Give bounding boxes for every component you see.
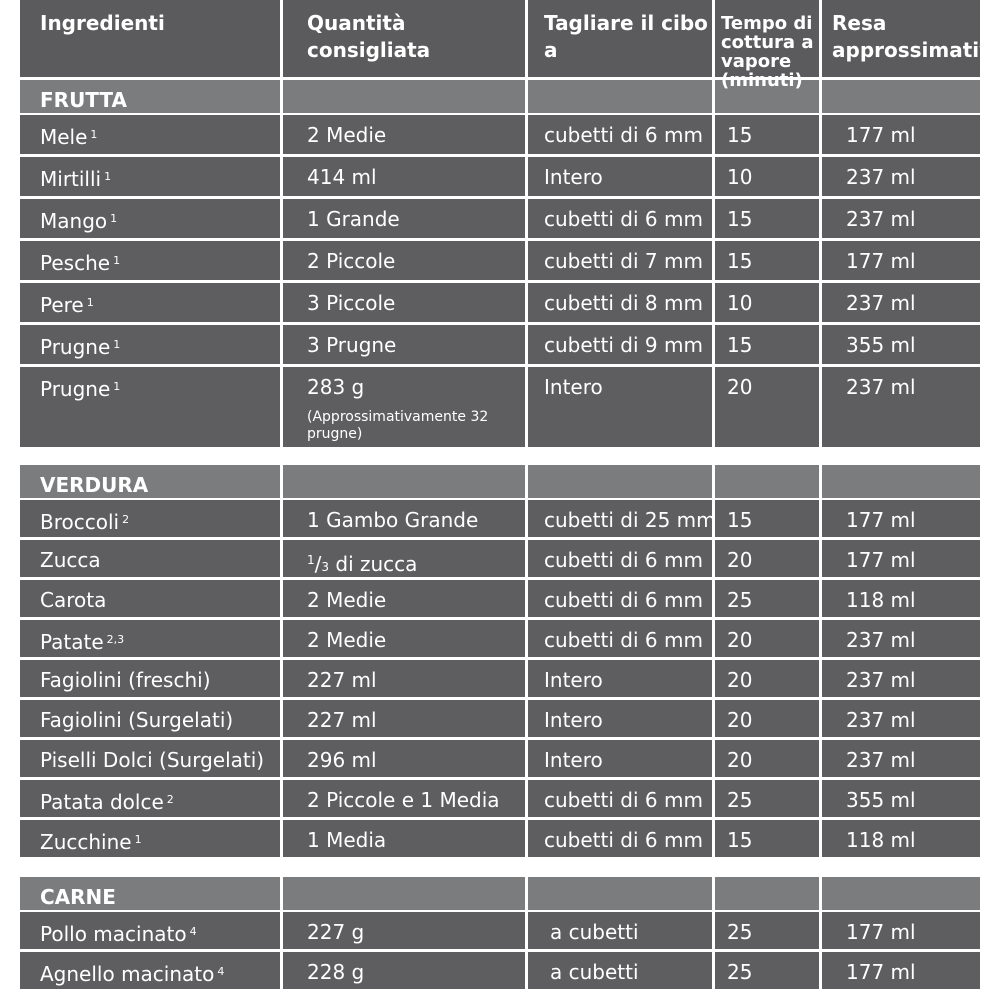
section-row-carne xyxy=(20,877,980,910)
yield-cell: 237 ml xyxy=(846,165,916,189)
cut-cell: cubetti di 25 mm xyxy=(528,500,715,537)
table-row xyxy=(20,325,980,364)
yield-cell: 237 ml xyxy=(846,628,916,652)
ingredient-cell xyxy=(20,580,283,617)
section-empty-cell xyxy=(715,877,822,910)
table-row xyxy=(20,780,980,817)
time-cell: 10 xyxy=(715,157,822,196)
table-row xyxy=(20,660,980,697)
ingredient-name: Pesche xyxy=(40,251,111,275)
yield-cell: 237 ml xyxy=(846,375,916,399)
time-cell: 15 xyxy=(715,500,822,537)
footnote-marker: 1 xyxy=(113,380,121,393)
ingredient-cell xyxy=(20,500,283,537)
table-row xyxy=(20,740,980,777)
quantity-value: 227 ml xyxy=(307,668,377,692)
yield-cell: 237 ml xyxy=(846,708,916,732)
yield-cell: 177 ml xyxy=(846,249,916,273)
quantity-value: 2 Medie xyxy=(307,588,387,612)
yield-cell: 177 ml xyxy=(846,960,916,984)
ingredient-cell xyxy=(20,820,283,857)
quantity-cell xyxy=(283,325,528,364)
quantity-cell xyxy=(283,952,528,989)
ingredient-name: Broccoli xyxy=(40,510,120,534)
yield-cell: 177 ml xyxy=(846,508,916,532)
table-row xyxy=(20,820,980,857)
time-cell: 25 xyxy=(715,780,822,817)
yield-cell: 355 ml xyxy=(846,333,916,357)
quantity-value: 1 Grande xyxy=(307,207,400,231)
yield-cell: 237 ml xyxy=(846,207,916,231)
time-cell: 25 xyxy=(715,912,822,949)
quantity-fraction xyxy=(307,552,329,576)
section-empty-cell xyxy=(528,465,715,498)
section-empty-cell xyxy=(283,877,528,910)
cut-cell: cubetti di 6 mm xyxy=(528,540,715,577)
ingredient-cell xyxy=(20,660,283,697)
time-cell: 25 xyxy=(715,952,822,989)
time-cell: 20 xyxy=(715,740,822,777)
quantity-cell xyxy=(283,780,528,817)
section-row-frutta xyxy=(20,80,980,113)
quantity-cell xyxy=(283,283,528,322)
quantity-cell xyxy=(283,199,528,238)
ingredient-name: Mele xyxy=(40,125,88,149)
table-row xyxy=(20,157,980,196)
table-row xyxy=(20,241,980,280)
footnote-marker: 4 xyxy=(217,965,225,978)
yield-cell: 118 ml xyxy=(846,588,916,612)
cut-cell: Intero xyxy=(528,740,715,777)
time-cell: 15 xyxy=(715,820,822,857)
footnote-marker: 1 xyxy=(113,338,121,351)
quantity-rest: di zucca xyxy=(329,552,418,576)
header-resa: Resa approssimativa xyxy=(832,11,1006,62)
ingredient-name: Agnello macinato xyxy=(40,962,215,986)
cut-cell: cubetti di 6 mm xyxy=(528,115,715,154)
time-cell: 15 xyxy=(715,325,822,364)
table-row xyxy=(20,367,980,447)
quantity-cell xyxy=(283,580,528,617)
ingredient-cell xyxy=(20,199,283,238)
cut-cell: a cubetti xyxy=(528,912,715,949)
ingredient-name: Prugne xyxy=(40,335,111,359)
ingredient-cell xyxy=(20,700,283,737)
ingredient-name: Patata dolce xyxy=(40,790,164,814)
ingredient-name: Pollo macinato xyxy=(40,922,187,946)
quantity-value: 2 Piccole e 1 Media xyxy=(307,788,500,812)
yield-cell: 237 ml xyxy=(846,748,916,772)
ingredient-cell xyxy=(20,115,283,154)
footnote-marker: 1 xyxy=(86,296,94,309)
table-row xyxy=(20,540,980,577)
header-tagliare: Tagliare il cibo a xyxy=(528,0,715,77)
time-cell: 10 xyxy=(715,283,822,322)
ingredient-cell xyxy=(20,740,283,777)
header-ingredienti: Ingredienti xyxy=(20,0,283,77)
fraction-slash: / xyxy=(314,552,322,576)
quantity-cell xyxy=(283,820,528,857)
quantity-value: 2 Medie xyxy=(307,628,387,652)
quantity-cell xyxy=(283,157,528,196)
section-empty-cell xyxy=(822,877,980,910)
section-empty-cell xyxy=(822,465,980,498)
quantity-value: 3 Piccole xyxy=(307,291,396,315)
quantity-value: 414 ml xyxy=(307,165,377,189)
quantity-cell xyxy=(283,241,528,280)
ingredient-name: Zucchine xyxy=(40,830,132,854)
quantity-value: 296 ml xyxy=(307,748,377,772)
ingredient-cell xyxy=(20,241,283,280)
section-empty-cell xyxy=(822,80,980,113)
quantity-cell xyxy=(283,740,528,777)
ingredient-cell xyxy=(20,540,283,577)
cut-cell: Intero xyxy=(528,660,715,697)
ingredient-name: Patate xyxy=(40,630,104,654)
ingredient-name: Piselli Dolci (Surgelati) xyxy=(40,748,265,772)
quantity-cell xyxy=(283,367,528,447)
footnote-marker: 2 xyxy=(166,793,174,806)
footnote-marker: 4 xyxy=(189,925,197,938)
section-empty-cell xyxy=(283,80,528,113)
cut-cell: cubetti di 6 mm xyxy=(528,780,715,817)
section-empty-cell xyxy=(715,465,822,498)
quantity-value: 227 g xyxy=(307,920,365,944)
quantity-value: 227 ml xyxy=(307,708,377,732)
time-cell: 20 xyxy=(715,367,822,447)
footnote-marker: 1 xyxy=(113,254,121,267)
yield-cell: 177 ml xyxy=(846,123,916,147)
footnote-marker: 2 xyxy=(122,513,130,526)
cut-cell: cubetti di 8 mm xyxy=(528,283,715,322)
yield-cell: 237 ml xyxy=(846,668,916,692)
cut-cell: Intero xyxy=(528,157,715,196)
quantity-cell xyxy=(283,700,528,737)
time-cell: 20 xyxy=(715,660,822,697)
footnote-marker: 2,3 xyxy=(106,633,125,646)
table-row xyxy=(20,580,980,617)
yield-cell: 177 ml xyxy=(846,548,916,572)
table-header-row xyxy=(20,0,1006,91)
ingredient-name: Mirtilli xyxy=(40,167,102,191)
header-tempo: Tempo di cottura a vapore (minuti) xyxy=(715,0,822,77)
cut-cell: cubetti di 6 mm xyxy=(528,580,715,617)
footnote-marker: 1 xyxy=(104,170,112,183)
quantity-cell xyxy=(283,115,528,154)
table-row xyxy=(20,952,980,989)
table-row xyxy=(20,700,980,737)
cut-cell: Intero xyxy=(528,700,715,737)
yield-cell: 237 ml xyxy=(846,291,916,315)
ingredient-name: Fagiolini (freschi) xyxy=(40,668,211,692)
yield-cell: 118 ml xyxy=(846,828,916,852)
cut-cell: a cubetti xyxy=(528,952,715,989)
quantity-cell xyxy=(283,500,528,537)
ingredient-name: Zucca xyxy=(40,548,101,572)
table-row xyxy=(20,199,980,238)
quantity-value: 283 g xyxy=(307,375,365,399)
section-title: FRUTTA xyxy=(20,80,283,113)
table-row xyxy=(20,115,980,154)
quantity-value: 1 Gambo Grande xyxy=(307,508,479,532)
ingredient-name: Fagiolini (Surgelati) xyxy=(40,708,234,732)
header-quantita: Quantità consigliata xyxy=(283,0,528,77)
time-cell: 20 xyxy=(715,540,822,577)
cut-cell: cubetti di 7 mm xyxy=(528,241,715,280)
quantity-cell xyxy=(283,912,528,949)
fraction-numerator: 1 xyxy=(307,553,315,567)
time-cell: 15 xyxy=(715,115,822,154)
ingredient-cell xyxy=(20,780,283,817)
section-empty-cell xyxy=(283,465,528,498)
ingredient-cell xyxy=(20,157,283,196)
table-row xyxy=(20,912,980,949)
section-empty-cell xyxy=(528,80,715,113)
quantity-cell xyxy=(283,660,528,697)
cut-cell: cubetti di 6 mm xyxy=(528,820,715,857)
quantity-note: (Approssimativamente 32 prugne) xyxy=(307,409,489,442)
section-empty-cell xyxy=(528,877,715,910)
cut-cell: cubetti di 9 mm xyxy=(528,325,715,364)
table-row xyxy=(20,620,980,657)
time-cell: 20 xyxy=(715,700,822,737)
cut-cell: cubetti di 6 mm xyxy=(528,620,715,657)
footnote-marker: 1 xyxy=(134,833,142,846)
footnote-marker: 1 xyxy=(90,128,98,141)
cut-cell: Intero xyxy=(528,367,715,447)
yield-cell: 355 ml xyxy=(846,788,916,812)
time-cell: 20 xyxy=(715,620,822,657)
ingredient-cell xyxy=(20,912,283,949)
yield-cell: 177 ml xyxy=(846,920,916,944)
time-cell: 25 xyxy=(715,580,822,617)
section-title: VERDURA xyxy=(20,465,283,498)
quantity-value: 3 Prugne xyxy=(307,333,397,357)
ingredient-name: Mango xyxy=(40,209,108,233)
quantity-value: 1 Media xyxy=(307,828,387,852)
table-row xyxy=(20,500,980,537)
ingredient-cell xyxy=(20,952,283,989)
footnote-marker: 1 xyxy=(110,212,118,225)
quantity-value: 2 Piccole xyxy=(307,249,396,273)
quantity-value: 2 Medie xyxy=(307,123,387,147)
time-cell: 15 xyxy=(715,241,822,280)
ingredient-cell xyxy=(20,367,283,447)
steaming-table xyxy=(20,0,1006,1000)
quantity-value: 228 g xyxy=(307,960,365,984)
ingredient-name: Pere xyxy=(40,293,84,317)
ingredient-name: Prugne xyxy=(40,377,111,401)
time-cell: 15 xyxy=(715,199,822,238)
section-title: CARNE xyxy=(20,877,283,910)
fraction-denominator: 3 xyxy=(321,560,330,574)
ingredient-cell xyxy=(20,325,283,364)
ingredient-name: Carota xyxy=(40,588,107,612)
table-row xyxy=(20,283,980,322)
quantity-cell xyxy=(283,620,528,657)
ingredient-cell xyxy=(20,283,283,322)
section-row-verdura xyxy=(20,465,980,498)
ingredient-cell xyxy=(20,620,283,657)
quantity-cell xyxy=(283,540,528,577)
cut-cell: cubetti di 6 mm xyxy=(528,199,715,238)
